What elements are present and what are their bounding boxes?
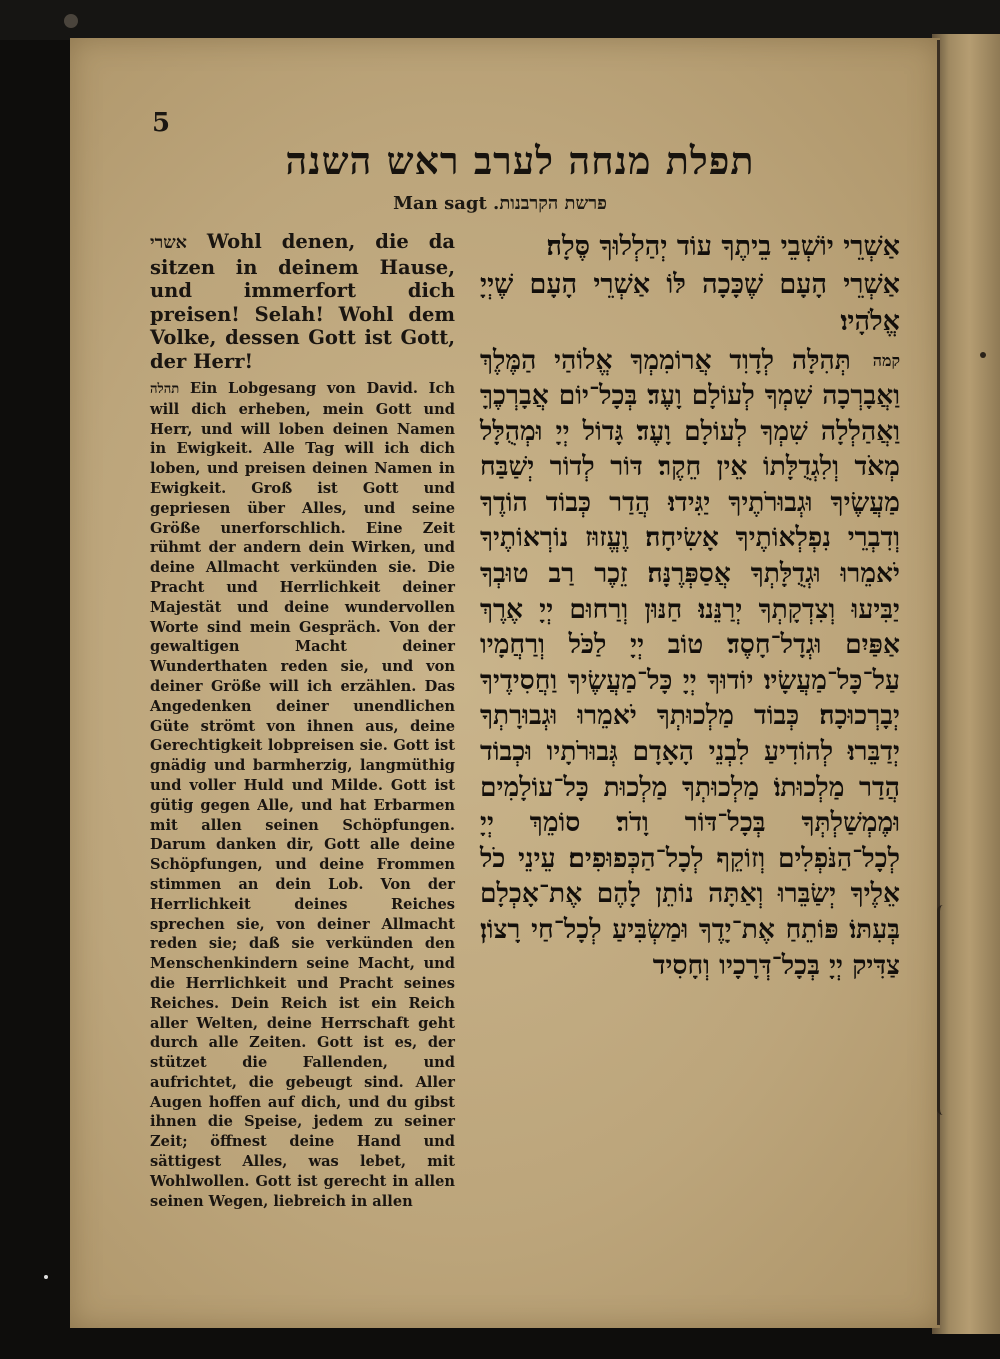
subtitle-hebrew: פרשת הקרבנות. [493, 193, 607, 214]
german-p1-text: Wohl denen, die da sitzen in deinem Hause, und immerfort dich preisen! Selah! Wohl dem Volke, dessen Gott ist Gott, der Herr! [150, 230, 456, 373]
scan-background-top [0, 0, 1000, 40]
page-subtitle [300, 193, 700, 214]
page-tab-notch [937, 905, 950, 1115]
next-page-edge [932, 34, 1000, 1334]
hebrew-verse-1: אַשְׁרֵי יוֹשְׁבֵי בֵיתֶךָ עוֹד יְהַלְלוּךָ סֶּלָה׃ [546, 231, 900, 262]
german-translation-column [150, 230, 455, 1211]
psalm-number-marker: קמה [872, 350, 900, 370]
hebrew-psalm-text: תְּהִלָּה לְדָוִד אֲרוֹמִמְךָ אֱלוֹהַי הַמֶּלֶךְ וַאֲבָרְכָה שִׁמְךָ לְעוֹלָם וָעֶד׃ בְּכָל־יוֹם אֲבָרְכֶךָּ וַאֲהַלְלָה שִׁמְךָ לְעוֹלָם וָעֶד׃ גָּדוֹל יְיָ וּמְהֻלָּל מְאֹד וְלִגְדֻלָּתוֹ אֵין חֵקֶר׃ דּוֹר לְדוֹר יְשַׁבַּח מַעֲשֶׂיךָ וּגְבוּרֹתֶיךָ יַגִּידוּ׃ הֲדַר כְּבוֹד הוֹדֶךָ וְדִבְרֵי נִפְלְאוֹתֶיךָ אָשִׂיחָה׃ וֶעֱזוּז נוֹרְאוֹתֶיךָ יֹאמֵרוּ וּגְדֻלָּתְךָ אֲסַפְּרֶנָּה׃ זֵכֶר רַב טוּבְךָ יַבִּיעוּ וְצִדְקָתְךָ יְרַנֵּנוּ׃ חַנּוּן וְרַחוּם יְיָ אֶרֶךְ אַפַּיִם וּגְדָל־חָסֶד׃ טוֹב יְיָ לַכֹּל וְרַחֲמָיו עַל־כָּל־מַעֲשָׂיו׃ יוֹדוּךָ יְיָ כָּל־מַעֲשֶׂיךָ וַחֲסִידֶיךָ יְבָרְכוּכָה׃ כְּבוֹד מַלְכוּתְךָ יֹאמֵרוּ וּגְבוּרָתְךָ יְדַבֵּרוּ׃ לְהוֹדִיעַ לִבְנֵי הָאָדָם גְּבוּרֹתָיו וּכְבוֹד הֲדַר מַלְכוּתוֹ׃ מַלְכוּתְךָ מַלְכוּת כָּל־עוֹלָמִים וּמֶמְשַׁלְתְּךָ בְּכָל־דּוֹר וָדֹר׃ סוֹמֵךְ יְיָ לְכָל־הַנֹּפְלִים וְזוֹקֵף לְכָל־הַכְּפוּפִים׃ עֵינֵי כֹל אֵלֶיךָ יְשַׂבֵּרוּ וְאַתָּה נוֹתֵן לָהֶם אֶת־אָכְלָם בְּעִתּוֹ׃ פּוֹתֵחַ אֶת־יָדֶךָ וּמַשְׂבִּיעַ לְכָל־חַי רָצוֹן׃ צַדִּיק יְיָ בְּכָל־דְּרָכָיו וְחָסִיד [480, 344, 900, 981]
german-p2-text: Ein Lobgesang von David. Ich will dich erheben, mein Gott und Herr, und will loben deinen Namen in Ewigkeit. Alle Tag will ich dich loben, und preisen deinen Namen in Ewigkeit. Groß ist Gott und gepriesen über Alles, und seine Größe unerforschlich. Eine Zeit rühmt der andern dein Wirken, und deine Allmacht verkünden sie. Die Pracht und Herrlichkeit deiner Majestät und deine wundervollen Worte sind mein Gespräch. Von der gewaltigen Macht deiner Wunderthaten reden sie, und von deiner Größe will ich erzählen. Das Angedenken deiner unendlichen Güte strömt von ihnen aus, deine Gerechtigkeit lobpreisen sie. Gott ist gnädig und barmherzig, langmüthig und voller Huld und Milde. Gott ist gütig gegen Alle, und hat Erbarmen mit allen seinen Schöpfungen. Darum danken dir, Gott alle deine Schöpfungen, und deine Frommen stimmen an dein Lob. Von der Herrlichkeit deines Reiches sprechen sie, von deiner Allmacht reden sie; daß sie verkünden den Menschenkindern seine Macht, und die Herrlichkeit und Pracht seines Reiches. Dein Reich ist ein Reich aller Welten, deine Herrschaft geht durch alle Zeiten. Gott ist es, der stützet die Fallenden, und aufrichtet, die gebeugt sind. Aller Augen hoffen auf dich, und du gibst ihnen die Speise, jedem zu seiner Zeit; öffnest deine Hand und sättigest Alles, was lebet, mit Wohlwollen. Gott ist gerecht in allen seinen Wegen, liebreich in allen [150, 380, 455, 1210]
scan-speck [980, 352, 986, 358]
german-p1-keyword: אשרי [150, 233, 187, 253]
german-paragraph-1 [150, 230, 455, 373]
page-number: 5 [152, 108, 171, 138]
scan-speck [44, 1275, 48, 1279]
german-paragraph-2 [150, 379, 455, 1211]
page-title: תפלת מנחה לערב ראש השנה [285, 138, 755, 183]
page-binding-edge [937, 40, 940, 1325]
scan-speck [64, 14, 78, 28]
hebrew-psalm-145 [480, 343, 900, 984]
hebrew-verse-2: אַשְׁרֵי הָעָם שֶׁכָּכָה לּוֹ אַשְׁרֵי הָעָם שֶׁיְיָ אֱלֹהָיו׃ [480, 268, 900, 337]
german-p2-keyword: תהלה [150, 382, 180, 397]
subtitle-german: Man sagt [393, 193, 487, 214]
hebrew-text-column [480, 228, 900, 983]
